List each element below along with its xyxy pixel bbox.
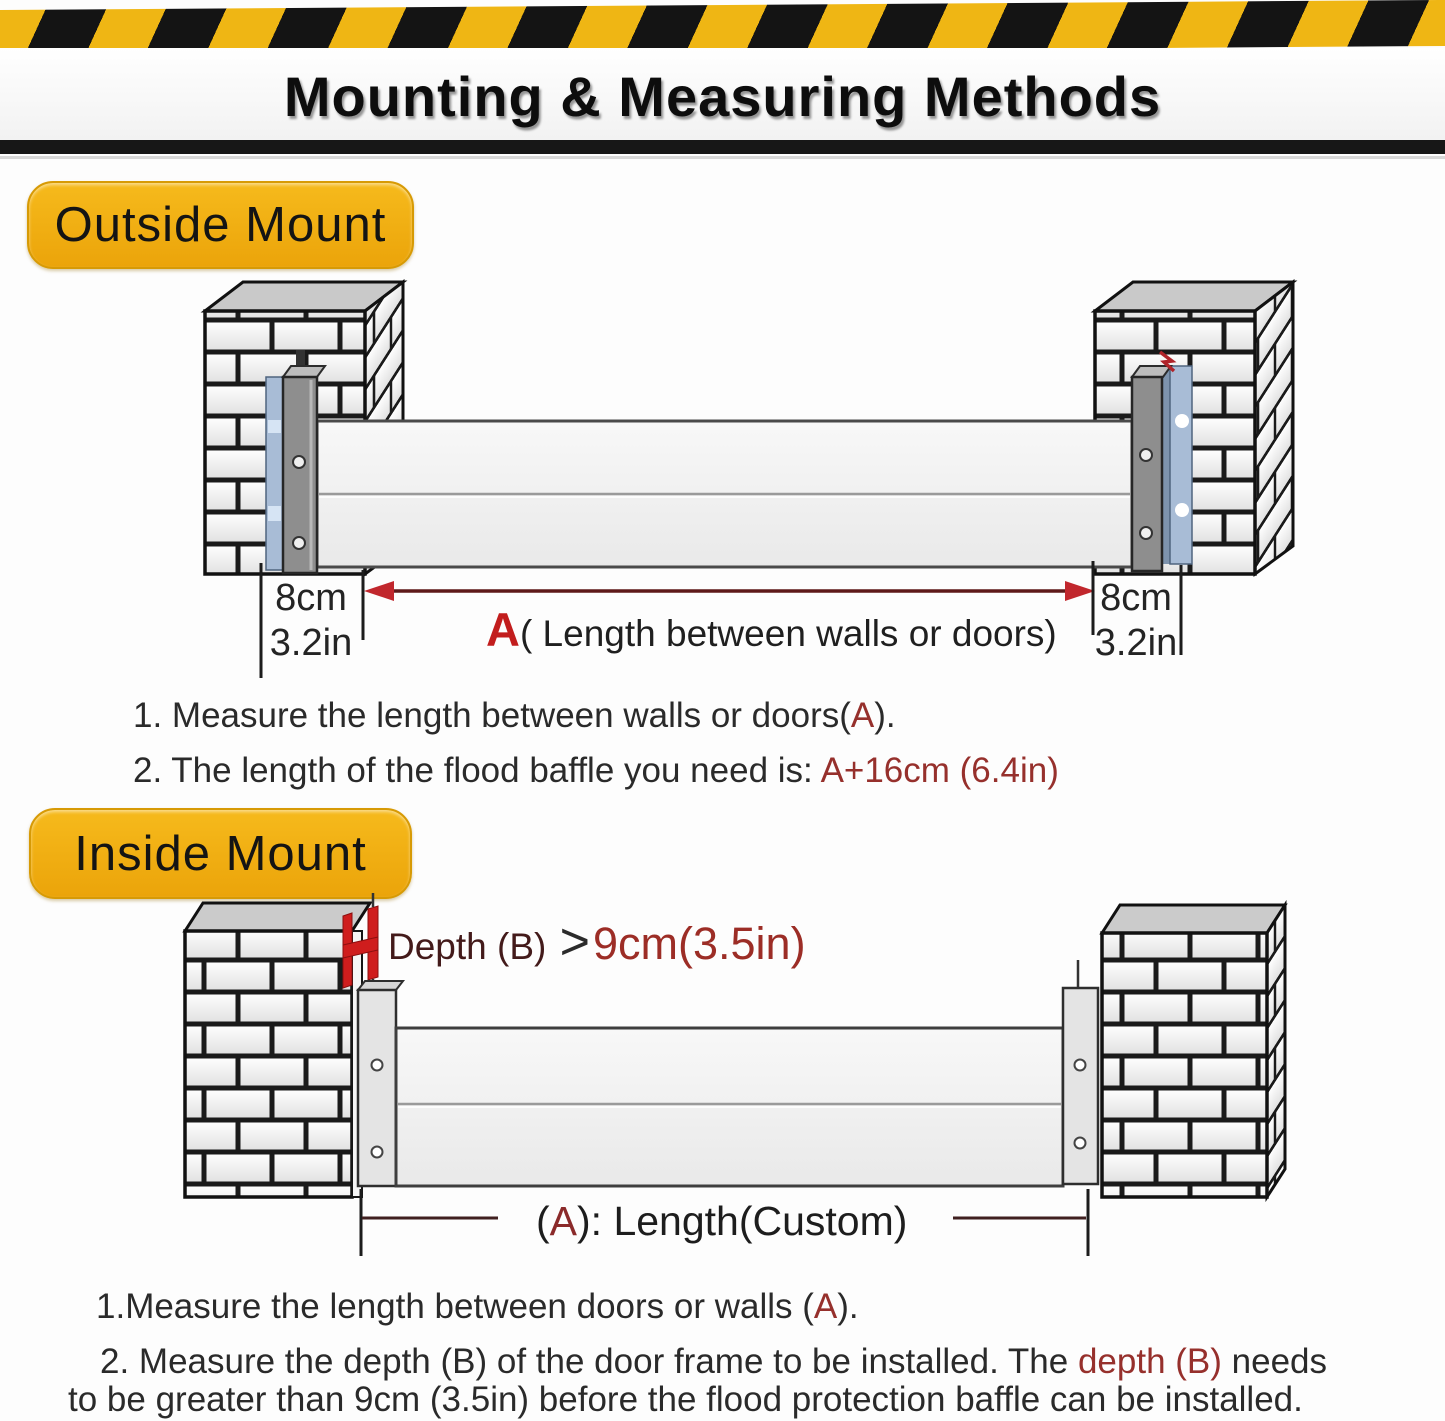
left-mounting-bracket xyxy=(266,350,325,573)
length-a-letter: A xyxy=(486,603,520,656)
right-frame-channel xyxy=(1063,960,1098,1184)
length-custom-open: ( xyxy=(536,1198,550,1244)
depth-b-value: 9cm(3.5in) xyxy=(593,918,806,969)
left-door-pillar xyxy=(185,903,370,1197)
inside-step-2-text: 2. Measure the depth (B) of the door frame to be installed. The xyxy=(100,1342,1078,1381)
inside-step-1-text: 1.Measure the length between doors or walls ( xyxy=(96,1287,814,1326)
outside-step-2 xyxy=(133,751,1059,791)
length-a-label xyxy=(486,602,1057,657)
gap-left-cm: 8cm xyxy=(275,577,347,619)
inside-step-1 xyxy=(96,1287,859,1327)
inside-step-2-line-1 xyxy=(100,1342,1327,1382)
inside-step-1-letter: A xyxy=(813,1287,838,1326)
gap-right-cm: 8cm xyxy=(1100,577,1172,619)
length-custom-rest: ): Length(Custom) xyxy=(577,1198,908,1244)
outside-mount-label-text: Outside Mount xyxy=(54,198,387,252)
flood-baffle xyxy=(317,421,1132,567)
inside-step-2-line-2: to be greater than 9cm (3.5in) before the flood protection baffle can be installed. xyxy=(68,1380,1303,1419)
inside-mount-label-text: Inside Mount xyxy=(74,826,367,881)
gap-right-inch: 3.2in xyxy=(1094,622,1178,664)
page-title: Mounting & Measuring Methods xyxy=(283,65,1162,128)
gap-left-inch: 3.2in xyxy=(269,622,353,664)
greater-than-sign: > xyxy=(559,913,590,971)
outside-step-1-text: 1. Measure the length between walls or doors( xyxy=(133,696,851,735)
outside-step-1-suffix: ). xyxy=(874,696,896,735)
depth-b-text: Depth (B) xyxy=(388,926,557,967)
right-mounting-bracket xyxy=(1132,352,1192,571)
right-door-pillar xyxy=(1102,905,1285,1197)
outside-step-2-text: 2. The length of the flood baffle you need is: xyxy=(133,751,821,790)
inside-step-2-red: depth (B) xyxy=(1077,1342,1222,1381)
length-custom-letter: A xyxy=(549,1198,578,1244)
flood-baffle-inside xyxy=(396,1028,1063,1186)
inside-step-2-end: needs xyxy=(1221,1342,1328,1381)
length-custom-label xyxy=(536,1198,907,1245)
inside-step-1-suffix: ). xyxy=(837,1287,859,1326)
outside-step-2-formula: A+16cm (6.4in) xyxy=(820,751,1059,790)
depth-b-label xyxy=(388,912,806,972)
outside-step-1-letter: A xyxy=(850,696,875,735)
length-a-description: ( Length between walls or doors) xyxy=(519,613,1057,654)
outside-step-1 xyxy=(133,696,896,736)
